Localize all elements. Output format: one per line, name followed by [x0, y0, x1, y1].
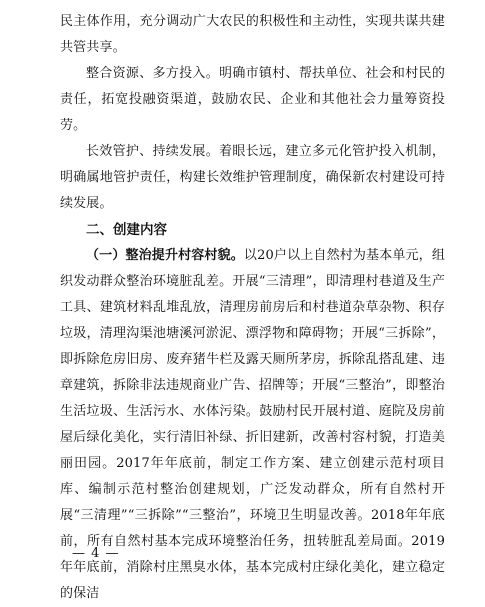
subsection-title: （一）整治提升村容村貌。 [86, 248, 244, 263]
subsection-body: 以20户以上自然村为基本单元，组织发动群众整治环境脏乱差。开展“三清理”，即清理村巷道及生产工具、建筑材料乱堆乱放，清理房前房后和村巷道杂草杂物、积存垃圾，清理沟渠池塘溪河淤泥、漂浮物和障碍物；开展“三拆除”，即拆除危房旧房、废弃猪牛栏及露天厕所茅房，拆除乱搭乱建、违章建筑，拆除非法违规商业广告、招牌等；开展“三整治”，即整治生活垃圾、生活污水、水体污染。鼓励村民开展村道、庭院及房前屋后绿化美化，实行清旧补绿、折旧建新，改善村容村貌，打造美丽田园。2017年年底前，制定工作方案、建立创建示范村项目库、编制示范村整治创建规划，广泛发动群众，所有自然村开展“三清理”“三拆除”“三整治”，环境卫生明显改善。2018年年底前，所有自然村基本完成环境整治任务，扭转脏乱差局面。2019年年底前，消除村庄黑臭水体，基本完成村庄绿化美化，建立稳定的保洁 [60, 248, 445, 601]
paragraph-long-term-maintenance: 长效管护、持续发展。着眼长远，建立多元化管护投入机制，明确属地管护责任，构建长效维护管理制度，确保新农村建设可持续发展。 [60, 144, 445, 211]
page-number: — 4 — [72, 546, 120, 561]
document-body [60, 9, 445, 607]
section-heading: 二、创建内容 [86, 222, 167, 238]
paragraph-principle-continued: 民主体作用，充分调动广大农民的积极性和主动性，实现共谋共建共管共享。 [60, 14, 445, 55]
paragraph-resource-integration: 整合资源、多方投入。明确市镇村、帮扶单位、社会和村民的责任，拓宽投融资渠道，鼓励农民、企业和其他社会力量筹资投劳。 [60, 66, 445, 133]
